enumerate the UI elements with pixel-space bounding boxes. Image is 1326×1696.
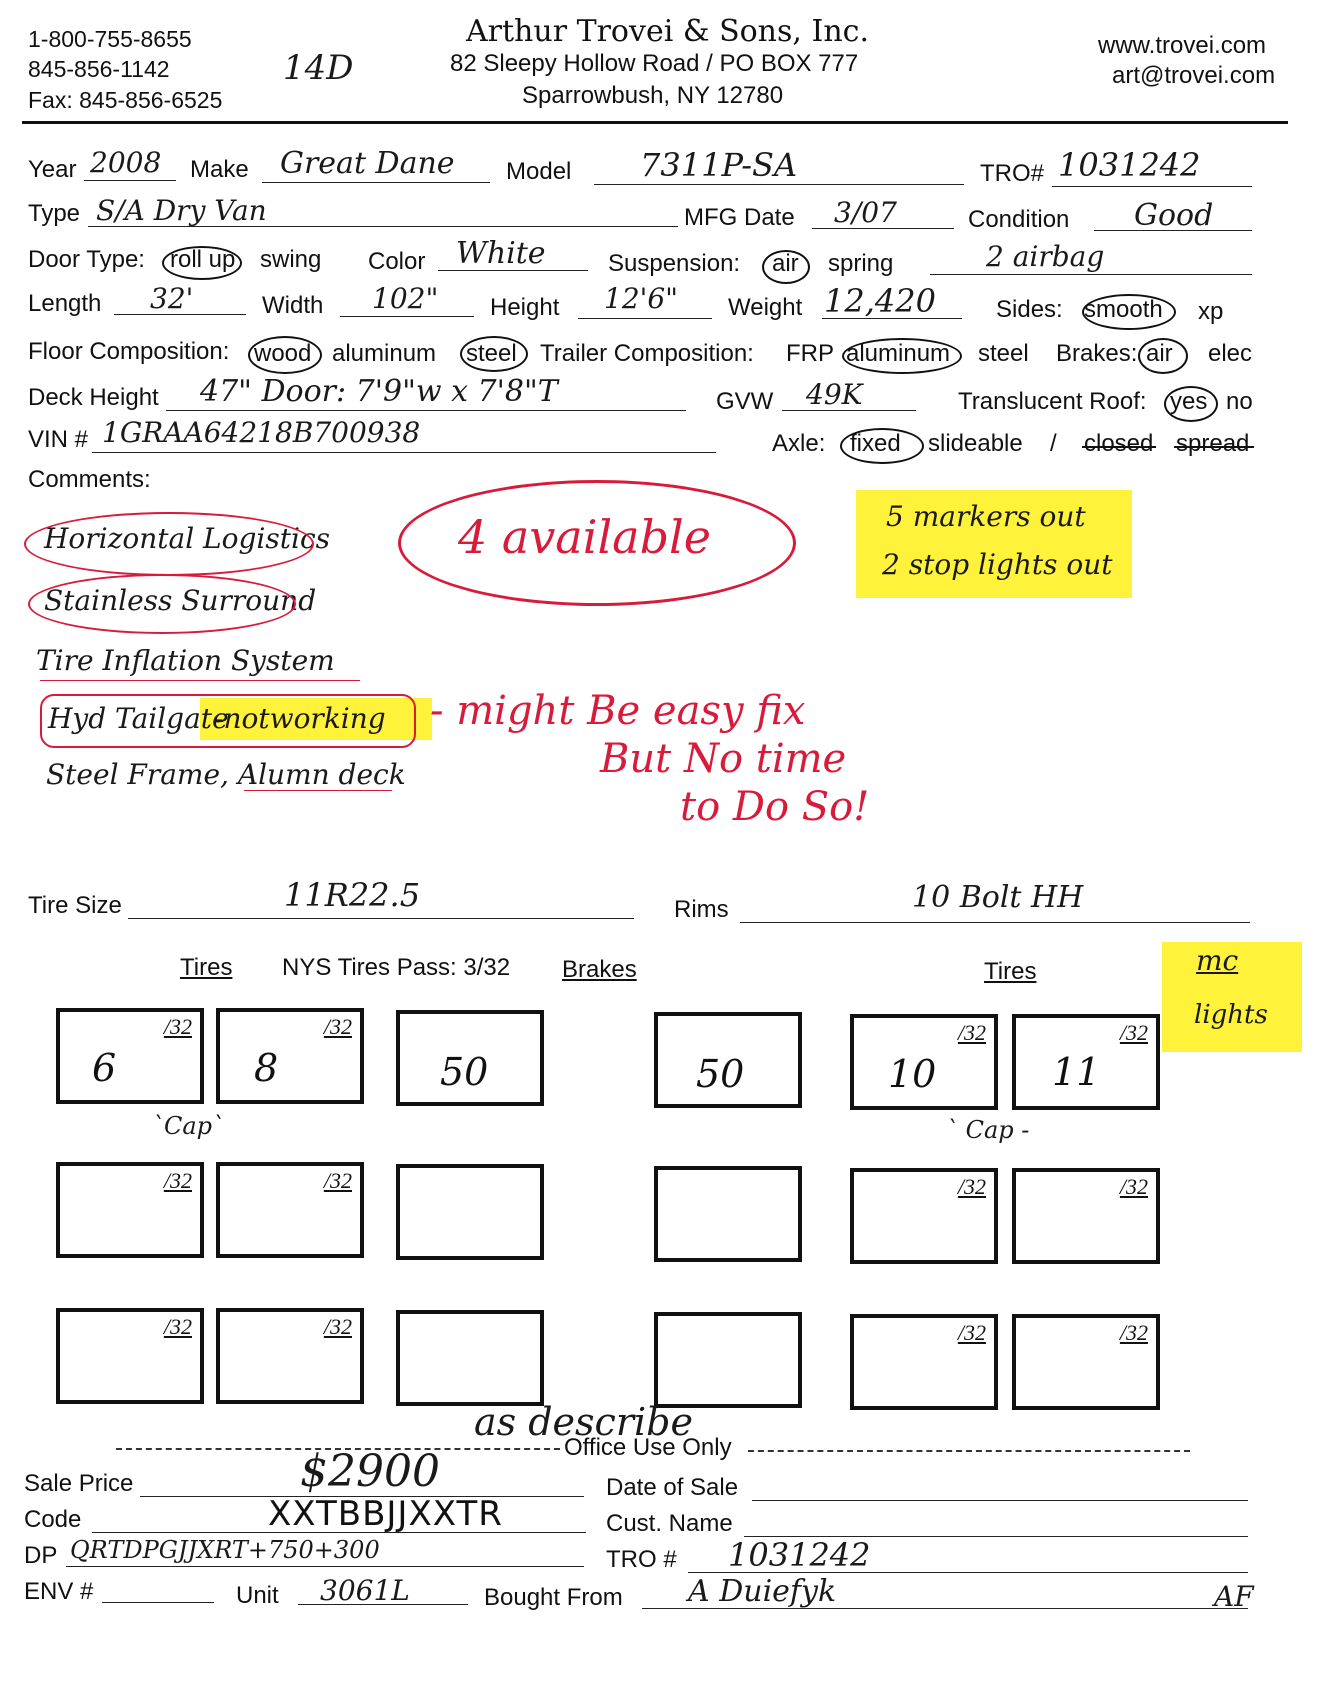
brake-value: 50 — [696, 1052, 745, 1096]
gvw-label: GVW — [716, 388, 774, 415]
length-label: Length — [28, 290, 102, 317]
tire-size-value[interactable]: 11R22.5 — [284, 876, 421, 914]
axle-fixed-circle — [840, 428, 924, 464]
tire-box-r1-c1[interactable] — [56, 1008, 204, 1104]
dp-label: DP — [24, 1542, 58, 1569]
type-value[interactable]: S/A Dry Van — [96, 194, 267, 227]
condition-value[interactable]: Good — [1134, 198, 1214, 233]
tread-value: 10 — [888, 1052, 937, 1096]
fraction-label: /32 — [1119, 1174, 1148, 1199]
tire-size-label: Tire Size — [28, 892, 122, 919]
comment-4-circle — [40, 694, 416, 748]
address-line-2: Sparrowbush, NY 12780 — [522, 82, 784, 109]
office-use-label: Office Use Only — [564, 1434, 732, 1461]
tire-box-r3-c1[interactable] — [56, 1308, 204, 1404]
fraction-label: /32 — [323, 1168, 352, 1193]
axle-option-closed[interactable]: closed — [1084, 430, 1154, 457]
suspension-air-circle — [762, 250, 810, 284]
trailer-comp-option-steel[interactable]: steel — [978, 340, 1029, 367]
phone-2: 845-856-1142 — [28, 56, 170, 82]
fraction-label: /32 — [1119, 1320, 1148, 1345]
floor-wood-circle — [248, 336, 322, 374]
type-label: Type — [28, 200, 81, 227]
roof-option-yes[interactable]: yes — [1170, 388, 1208, 415]
tire-box-r2-c1[interactable] — [56, 1162, 204, 1258]
trailer-comp-option-frp[interactable]: FRP — [786, 340, 834, 367]
yellow-note-line-1: 5 markers out — [886, 500, 1086, 533]
tread-value: 8 — [254, 1046, 279, 1090]
fraction-label: /32 — [957, 1020, 986, 1045]
bought-from-value[interactable]: A Duiefyk — [688, 1574, 837, 1609]
suspension-note[interactable]: 2 airbag — [986, 240, 1105, 273]
suspension-option-spring[interactable]: spring — [828, 250, 894, 277]
corner-note-line-2: lights — [1194, 1000, 1268, 1030]
comment-stainless-surround: Stainless Surround — [44, 584, 317, 617]
vin-label: VIN # — [28, 426, 89, 453]
brake-box-r1-right[interactable] — [654, 1012, 802, 1108]
door-option-rollup[interactable]: roll up — [170, 246, 236, 273]
sides-option-xp[interactable]: xp — [1198, 298, 1224, 325]
vin-value[interactable]: 1GRAA64218B700938 — [102, 416, 421, 449]
brake-value: 50 — [440, 1050, 489, 1094]
cust-name-label: Cust. Name — [606, 1510, 733, 1537]
tires-left-header: Tires — [180, 954, 233, 981]
deck-height-label: Deck Height — [28, 384, 159, 411]
door-rollup-circle — [162, 246, 242, 280]
color-label: Color — [368, 248, 426, 275]
fraction-label: /32 — [163, 1168, 192, 1193]
brakes-air-circle — [1138, 338, 1188, 374]
red-note-line-2: But No time — [600, 736, 847, 782]
tro-office-value[interactable]: 1031242 — [728, 1536, 871, 1574]
unit-value[interactable]: 3061L — [320, 1574, 410, 1607]
fraction-label: /32 — [163, 1314, 192, 1339]
fraction-label: /32 — [323, 1014, 352, 1039]
axle-closed-strike — [1082, 446, 1156, 448]
comment-2-circle — [28, 574, 296, 634]
brakes-option-elec[interactable]: elec — [1208, 340, 1253, 367]
initials: AF — [1214, 1580, 1254, 1613]
sale-price-label: Sale Price — [24, 1470, 134, 1497]
height-value[interactable]: 12'6" — [604, 282, 679, 315]
tire-box-r2-c6[interactable] — [1012, 1168, 1160, 1264]
tire-box-r1-c2[interactable] — [216, 1008, 364, 1104]
brake-box-r2-right[interactable] — [654, 1166, 802, 1262]
fax: Fax: 845-856-6525 — [28, 87, 223, 113]
year-value[interactable]: 2008 — [90, 146, 162, 179]
handwritten-code: 14D — [283, 48, 354, 88]
width-value[interactable]: 102" — [372, 282, 439, 315]
dp-value[interactable]: QRTDPGJJXRT+750+300 — [70, 1536, 380, 1564]
floor-option-aluminum[interactable]: aluminum — [332, 340, 437, 367]
trailer-aluminum-circle — [842, 338, 962, 374]
comment-notworking: -notworking — [214, 702, 386, 735]
tro-label: TRO# — [980, 160, 1045, 187]
roof-option-no[interactable]: no — [1226, 388, 1253, 415]
sides-smooth-circle — [1082, 294, 1176, 330]
condition-label: Condition — [968, 206, 1070, 233]
weight-label: Weight — [728, 294, 803, 321]
axle-option-slideable[interactable]: slideable — [928, 430, 1023, 457]
available-note: 4 available — [458, 510, 711, 564]
fraction-label: /32 — [1119, 1020, 1148, 1045]
width-label: Width — [262, 292, 324, 319]
axle-option-spread[interactable]: spread — [1176, 430, 1250, 457]
suspension-label: Suspension: — [608, 250, 741, 277]
roof-yes-circle — [1164, 386, 1218, 422]
address-line-1: 82 Sleepy Hollow Road / PO BOX 777 — [450, 50, 859, 77]
gvw-value[interactable]: 49K — [806, 378, 863, 411]
make-label: Make — [190, 156, 249, 183]
tire-box-r2-c5[interactable] — [850, 1168, 998, 1264]
translucent-roof-label: Translucent Roof: — [958, 388, 1147, 415]
office-divider-right — [748, 1450, 1190, 1452]
tire-box-r3-c6[interactable] — [1012, 1314, 1160, 1410]
phone-1: 1-800-755-8655 — [28, 26, 192, 52]
tread-value: 11 — [1052, 1050, 1101, 1094]
tro-value[interactable]: 1031242 — [1058, 146, 1201, 184]
brake-box-r2-left[interactable] — [396, 1164, 544, 1260]
email: art@trovei.com — [1112, 62, 1276, 89]
comments-label: Comments: — [28, 466, 151, 493]
tire-box-r3-c5[interactable] — [850, 1314, 998, 1410]
make-value[interactable]: Great Dane — [280, 146, 455, 181]
fraction-label: /32 — [957, 1174, 986, 1199]
brakes-option-air[interactable]: air — [1146, 340, 1173, 367]
floor-label: Floor Composition: — [28, 338, 230, 365]
floor-option-wood[interactable]: wood — [254, 340, 312, 367]
header-rule — [22, 121, 1288, 124]
fraction-label: /32 — [957, 1320, 986, 1345]
rims-label: Rims — [674, 896, 729, 923]
color-value[interactable]: White — [456, 236, 546, 271]
brake-box-r1-left[interactable] — [396, 1010, 544, 1106]
sides-option-smooth[interactable]: smooth — [1084, 296, 1163, 323]
tro-office-label: TRO # — [606, 1546, 677, 1573]
env-label: ENV # — [24, 1578, 94, 1605]
model-label: Model — [506, 158, 572, 185]
mfg-value[interactable]: 3/07 — [834, 196, 897, 229]
door-option-swing[interactable]: swing — [260, 246, 322, 273]
nys-pass-label: NYS Tires Pass: 3/32 — [282, 954, 511, 981]
red-note-line-3: to Do So! — [680, 784, 870, 830]
unit-label: Unit — [236, 1582, 279, 1609]
code-value[interactable]: XXTBBJJXXTR — [268, 1494, 503, 1534]
tire-box-r1-c6[interactable] — [1012, 1014, 1160, 1110]
brake-box-r3-left[interactable] — [396, 1310, 544, 1406]
tires-right-header: Tires — [984, 958, 1037, 985]
bought-from-label: Bought From — [484, 1584, 623, 1611]
axle-separator: / — [1050, 430, 1057, 457]
comment-steel-frame: Steel Frame, Alumn deck — [46, 758, 406, 791]
floor-steel-circle — [460, 336, 528, 372]
tire-box-r3-c2[interactable] — [216, 1308, 364, 1404]
comment-horizontal-logistics: Horizontal Logistics — [44, 522, 331, 555]
cap-note-right: ` Cap - — [946, 1116, 1030, 1144]
comment-tire-inflation: Tire Inflation System — [36, 644, 335, 677]
trailer-comp-option-aluminum[interactable]: aluminum — [846, 340, 951, 367]
mfg-label: MFG Date — [684, 204, 795, 231]
door-type-label: Door Type: — [28, 246, 145, 273]
axle-option-fixed[interactable]: fixed — [850, 430, 901, 457]
brakes-header: Brakes — [562, 956, 637, 983]
cap-note-left: `Cap` — [152, 1112, 225, 1140]
date-of-sale-label: Date of Sale — [606, 1474, 739, 1501]
website: www.trovei.com — [1098, 32, 1267, 59]
yellow-note-line-2: 2 stop lights out — [882, 548, 1113, 581]
red-note-line-1: - might Be easy fix — [430, 688, 806, 734]
tire-box-r1-c5[interactable] — [850, 1014, 998, 1110]
axle-label: Axle: — [772, 430, 826, 457]
axle-spread-strike — [1174, 446, 1254, 448]
rims-value[interactable]: 10 Bolt HH — [912, 880, 1084, 915]
trailer-comp-label: Trailer Composition: — [540, 340, 754, 367]
fraction-label: /32 — [323, 1314, 352, 1339]
as-described-note: as describe — [474, 1400, 693, 1444]
year-label: Year — [28, 156, 77, 183]
brake-box-r3-right[interactable] — [654, 1312, 802, 1408]
company-name: Arthur Trovei & Sons, Inc. — [466, 14, 869, 49]
corner-note-line-1: mc — [1196, 944, 1239, 977]
brakes-label: Brakes: — [1056, 340, 1138, 367]
tire-box-r2-c2[interactable] — [216, 1162, 364, 1258]
sale-price-value[interactable]: $2900 — [300, 1446, 440, 1497]
fraction-label: /32 — [163, 1014, 192, 1039]
comment-hyd-tailgate: Hyd Tailgate — [48, 702, 229, 735]
deck-height-value[interactable]: 47" Door: 7'9"w x 7'8"T — [200, 374, 558, 409]
comment-1-circle — [24, 512, 314, 576]
height-label: Height — [490, 294, 560, 321]
code-label: Code — [24, 1506, 82, 1533]
floor-option-steel[interactable]: steel — [466, 340, 517, 367]
weight-value[interactable]: 12,420 — [824, 282, 936, 320]
sides-label: Sides: — [996, 296, 1063, 323]
tread-value: 6 — [92, 1046, 117, 1090]
length-value[interactable]: 32' — [150, 282, 194, 315]
suspension-option-air[interactable]: air — [772, 250, 799, 277]
model-value[interactable]: 7311P-SA — [640, 146, 798, 184]
